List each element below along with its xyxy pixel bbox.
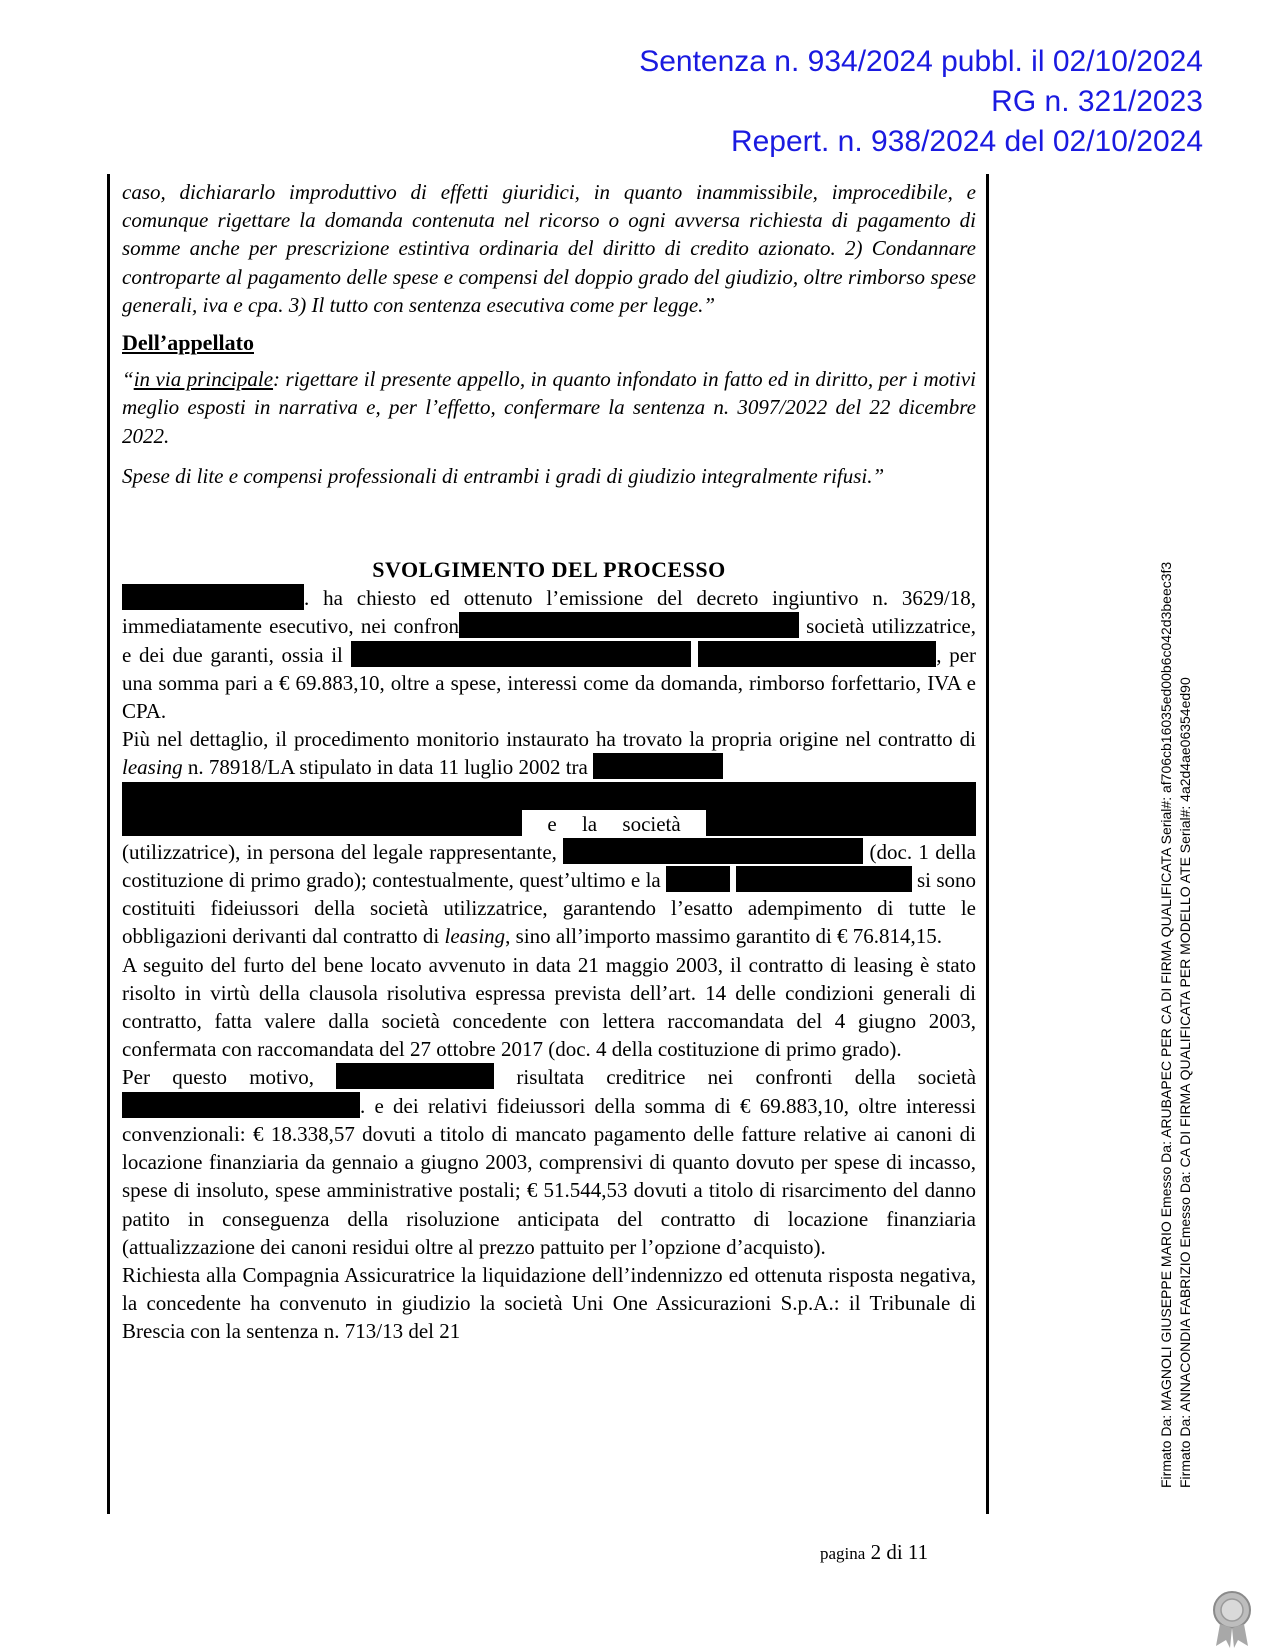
- document-text: [122, 178, 976, 1346]
- stamp-repertorio: Repert. n. 938/2024 del 02/10/2024: [730, 125, 1203, 158]
- pagina-label: pagina: [820, 1544, 866, 1563]
- redaction-block: [122, 1092, 360, 1118]
- redaction-block: [459, 612, 799, 638]
- redaction-block: [666, 866, 730, 892]
- stamp-rg: RG n. 321/2023: [991, 85, 1203, 118]
- page-body: [107, 174, 989, 1514]
- redaction-block: [336, 1063, 494, 1089]
- total-pages: 11: [907, 1540, 929, 1564]
- redaction-block: [706, 810, 976, 836]
- in-via-principale: in via principale: [133, 367, 274, 392]
- paragraph-4: Per questo motivo, risultata creditrice nei confronti della società . e dei relativi fideiussori della somma di € 69.883,10, oltre interessi convenzionali: € 18.338,57 dovuti a titolo di mancato pagamento delle fatture relative ai canoni di locazione finanziaria da gennaio a giugno 2003, comprensivi di quanto dovuto per spese di incasso, spese di insoluto, spese amministrative postali; € 51.544,53 dovuti a titolo di risarcimento del danno patito in conseguenza della risoluzione anticipata del contratto di locazione finanziaria (attualizzazione dei canoni residui oltre al prezzo pattuito per l’opzione d’acquisto).: [122, 1065, 977, 1259]
- appellee-heading: Dell’appellato: [122, 330, 254, 356]
- paragraph-3: A seguito del furto del bene locato avvenuto in data 21 maggio 2003, il contratto di leasing è stato risolto in virtù della clausola risolutiva espressa prevista dell’art. 14 delle condizioni generali di contratto, fatta valere dalla società concedente con lettera raccomandata del 4 giugno 2003, confermata con raccomandata del 27 ottobre 2017 (doc. 4 della costituzione di primo grado).: [122, 952, 976, 1062]
- rosette-seal-icon: [1206, 1588, 1258, 1648]
- stamp-sentenza: Sentenza n. 934/2024 pubbl. il 02/10/2024: [639, 45, 1203, 78]
- redaction-block: [122, 782, 976, 810]
- paragraph-5: Richiesta alla Compagnia Assicuratrice la liquidazione dell’indennizzo ed ottenuta risposta negativa, la concedente ha convenuto in giudizio la società Uni One Assicurazioni S.p.A.: il Tribunale di Brescia con la sentenza n. 713/13 del 21: [122, 1262, 976, 1344]
- paragraph-1: . ha chiesto ed ottenuto l’emissione del decreto ingiuntivo n. 3629/18, immediatamente esecutivo, nei confron società utilizzatrice, e dei due garanti, ossia il , per una somma pari a € 69.883,10, oltre a spese, interessi come da domanda, rimborso forfettario, IVA e CPA.: [122, 586, 977, 724]
- redaction-block: [563, 838, 863, 864]
- page-number: 2: [870, 1540, 882, 1564]
- redaction-block: [122, 810, 522, 836]
- appellant-conclusions-tail: caso, dichiararlo improduttivo di effetti giuridici, in quanto inammissibile, improcedibile, e comunque rigettare la domanda contenuta nel ricorso o ogni avversa richiesta di pagamento di somme anche per prescrizione estintiva ordinaria del diritto di credito azionato. 2) Condannare controparte al pagamento delle spese e compensi del doppio grado del giudizio, oltre rimborso spese generali, iva e cpa. 3) Il tutto con sentenza esecutiva come per legge.”: [122, 180, 976, 317]
- signature-line-1: Firmato Da: MAGNOLI GIUSEPPE MARIO Emesso Da: ARUBAPEC PER CA DI FIRMA QUALIFICATA Serial#: af706cb16035ed00b6c042d3beec3f3: [1158, 561, 1174, 1488]
- redaction-block: [698, 641, 936, 667]
- paragraph-2: Più nel dettaglio, il procedimento monitorio instaurato ha trovato la propria origine nel contratto di leasing n. 78918/LA stipulato in data 11 luglio 2002 tra e la società (utilizzatrice), in persona del legale rappresentante, (doc. 1 della costituzione di primo grado); contestualmente, quest’ultimo e la si sono costituiti fideiussori della società utilizzatrice, garantendo l’esatto adempimento di tutte le obbligazioni derivanti dal contratto di leasing, sino all’importo massimo garantito di € 76.814,15.: [122, 727, 977, 949]
- redaction-block: [593, 753, 723, 779]
- signature-line-2: Firmato Da: ANNACONDIA FABRIZIO Emesso Da: CA DI FIRMA QUALIFICATA PER MODELLO ATE Serial#: 4a2d4ae06354ed90: [1177, 677, 1193, 1488]
- page-footer: [820, 1540, 928, 1565]
- appellee-costs: Spese di lite e compensi professionali di entrambi i gradi di giudizio integralmente rifusi.”: [122, 463, 885, 488]
- redaction-block: [122, 584, 304, 610]
- section-title: SVOLGIMENTO DEL PROCESSO: [372, 557, 726, 583]
- appellee-conclusions: “in via principale: rigettare il presente appello, in quanto infondato in fatto ed in diritto, per i motivi meglio esposti in narrativa e, per l’effetto, confermare la sentenza n. 3097/2022 del 22 dicembre 2022.: [122, 367, 976, 448]
- redaction-block: [351, 641, 691, 667]
- publication-stamp: [639, 42, 1203, 162]
- redaction-block: [736, 866, 912, 892]
- di-label: di: [886, 1540, 903, 1564]
